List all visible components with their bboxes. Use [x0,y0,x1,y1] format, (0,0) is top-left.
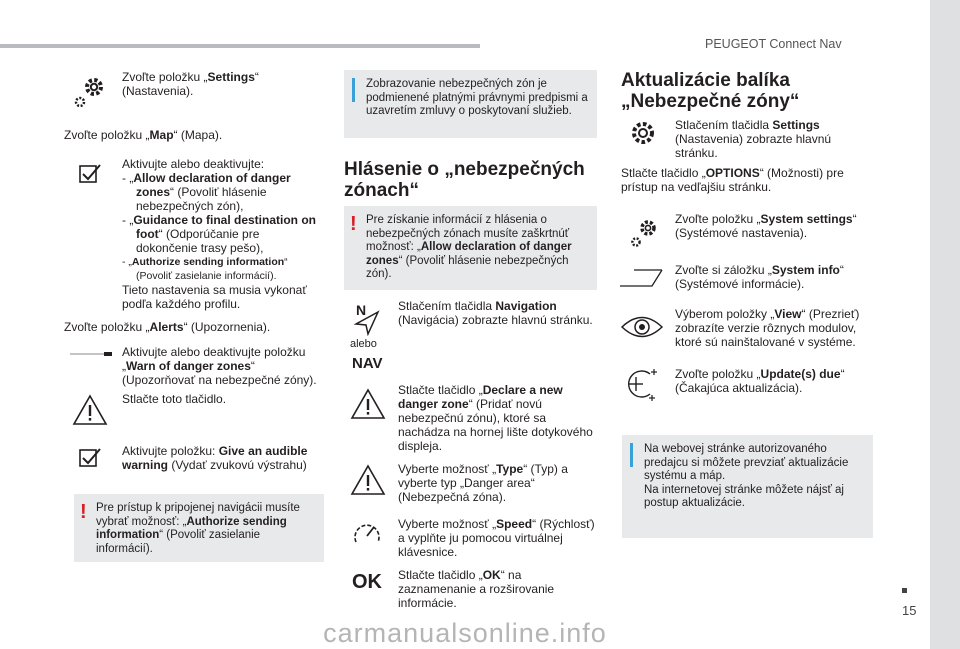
compass-north-label: N [356,302,367,318]
select-map-text: Zvoľte položku „Map“ (Mapa). [64,128,223,142]
ok-press-text: Stlačte tlačidlo „OK“ na zaznamenanie a rozširovanie informácie. [398,568,555,610]
toggle-line-icon [70,350,112,358]
activate-options-block: Aktivujte alebo deaktivujte: - „Allow declaration of danger zones“ (Povoliť hlásenie nebezpečných zón), - „Guidance to final destination on foot“ (Odporúčanie pre dokončenie trasy pešo), - „Authorize sending information“ (Povoliť zasielanie informácií). Tieto nastavenia sa musia vykonať podľa každého profilu. [122,157,316,311]
ok-button-label: OK [352,571,382,593]
speedometer-icon [351,518,383,548]
gear-icon [628,118,658,148]
system-info-text: Zvoľte si záložku „System info“ (Systémové informácie). [675,263,844,291]
system-settings-gear-icon [628,214,664,250]
gear-icon [72,72,110,110]
section-heading-updates: Aktualizácie balíka „Nebezpečné zóny“ [621,70,800,112]
updates-due-text: Zvoľte položku „Update(s) due“ (Čakajúca aktualizácia). [675,367,845,395]
page-header-title: PEUGEOT Connect Nav [705,37,842,51]
info-icon [630,443,633,467]
info-icon [352,78,355,102]
warning-triangle-icon [350,388,386,420]
select-settings-text: Zvoľte položku „Settings“ (Nastavenia). [122,70,259,98]
authorize-note: ! Pre prístup k pripojenej navigácii musíte vybrať možnosť: „Authorize sending information“ (Povoliť zasielanie informácií). [74,494,324,562]
checkbox-icon [78,446,102,468]
legal-info-note: Zobrazovanie nebezpečných zón je podmienené platnými právnymi predpismi a uzavretím zmluvy o poskytovaní služieb. [344,70,597,138]
warning-triangle-icon [350,464,386,496]
tab-icon [620,268,664,288]
alebo-label: alebo [350,338,377,350]
declare-zone-text: Stlačte tlačidlo „Declare a new danger zone“ (Pridať novú nebezpečnú zónu), ktoré sa nachádza na hornej lište dotykového displeja. [398,383,593,453]
dealer-website-note: Na webovej stránke autorizovaného predajcu si môžete prevziať aktualizácie systému a máp. Na internetovej stránke môžete nájsť aj postup aktualizácie. [622,435,873,538]
view-modules-text: Výberom položky „View“ (Prezrieť) zobrazíte verzie rôznych modulov, ktoré sú nainštalované v systéme. [675,307,860,349]
watermark-text: carmanualsonline.info [323,618,607,648]
warn-danger-text: Aktivujte alebo deaktivujte položku „Warn of danger zones“ (Upozorňovať na nebezpečné zóny). [122,345,317,387]
system-settings-text: Zvoľte položku „System settings“ (Systémové nastavenia). [675,212,857,240]
options-press-text: Stlačte tlačidlo „OPTIONS“ (Možnosti) pre prístup na vedľajšiu stránku. [621,166,844,194]
header-rule [0,44,480,48]
exclamation-icon: ! [80,501,87,523]
select-alerts-text: Zvoľte položku „Alerts“ (Upozornenia). [64,320,271,334]
audible-warning-text: Aktivujte položku: Give an audible warning (Vydať zvukovú výstrahu) [122,444,308,472]
type-select-text: Vyberte možnosť „Type“ (Typ) a vyberte typ „Danger area“ (Nebezpečná zóna). [398,462,568,504]
page-bullet [902,588,907,593]
navigation-press-text: Stlačením tlačidla Navigation (Navigácia) zobrazte hlavnú stránku. [398,299,593,327]
nav-button-label: NAV [352,355,383,372]
navigation-arrow-icon [352,310,382,336]
eye-icon [620,312,664,342]
allow-declaration-note: ! Pre získanie informácií z hlásenia o nebezpečných zónach musíte zaškrtnúť možnosť: „Allow declaration of danger zones“ (Povoliť hlásenie nebezpečných zón). [344,206,597,290]
checkbox-icon [78,162,102,184]
settings-press-text: Stlačením tlačidla Settings (Nastavenia) zobrazte hlavnú stránku. [675,118,832,160]
warning-triangle-icon [72,394,108,426]
page-number: 15 [902,603,917,618]
exclamation-icon: ! [350,213,357,235]
update-circle-icon [622,366,662,402]
page-edge-bar [930,0,960,649]
speed-select-text: Vyberte možnosť „Speed“ (Rýchlosť) a vyplňte ju pomocou virtuálnej klávesnice. [398,517,595,559]
section-heading-danger-zones: Hlásenie o „nebezpečných zónach“ [344,159,585,201]
press-button-text: Stlačte toto tlačidlo. [122,392,227,406]
